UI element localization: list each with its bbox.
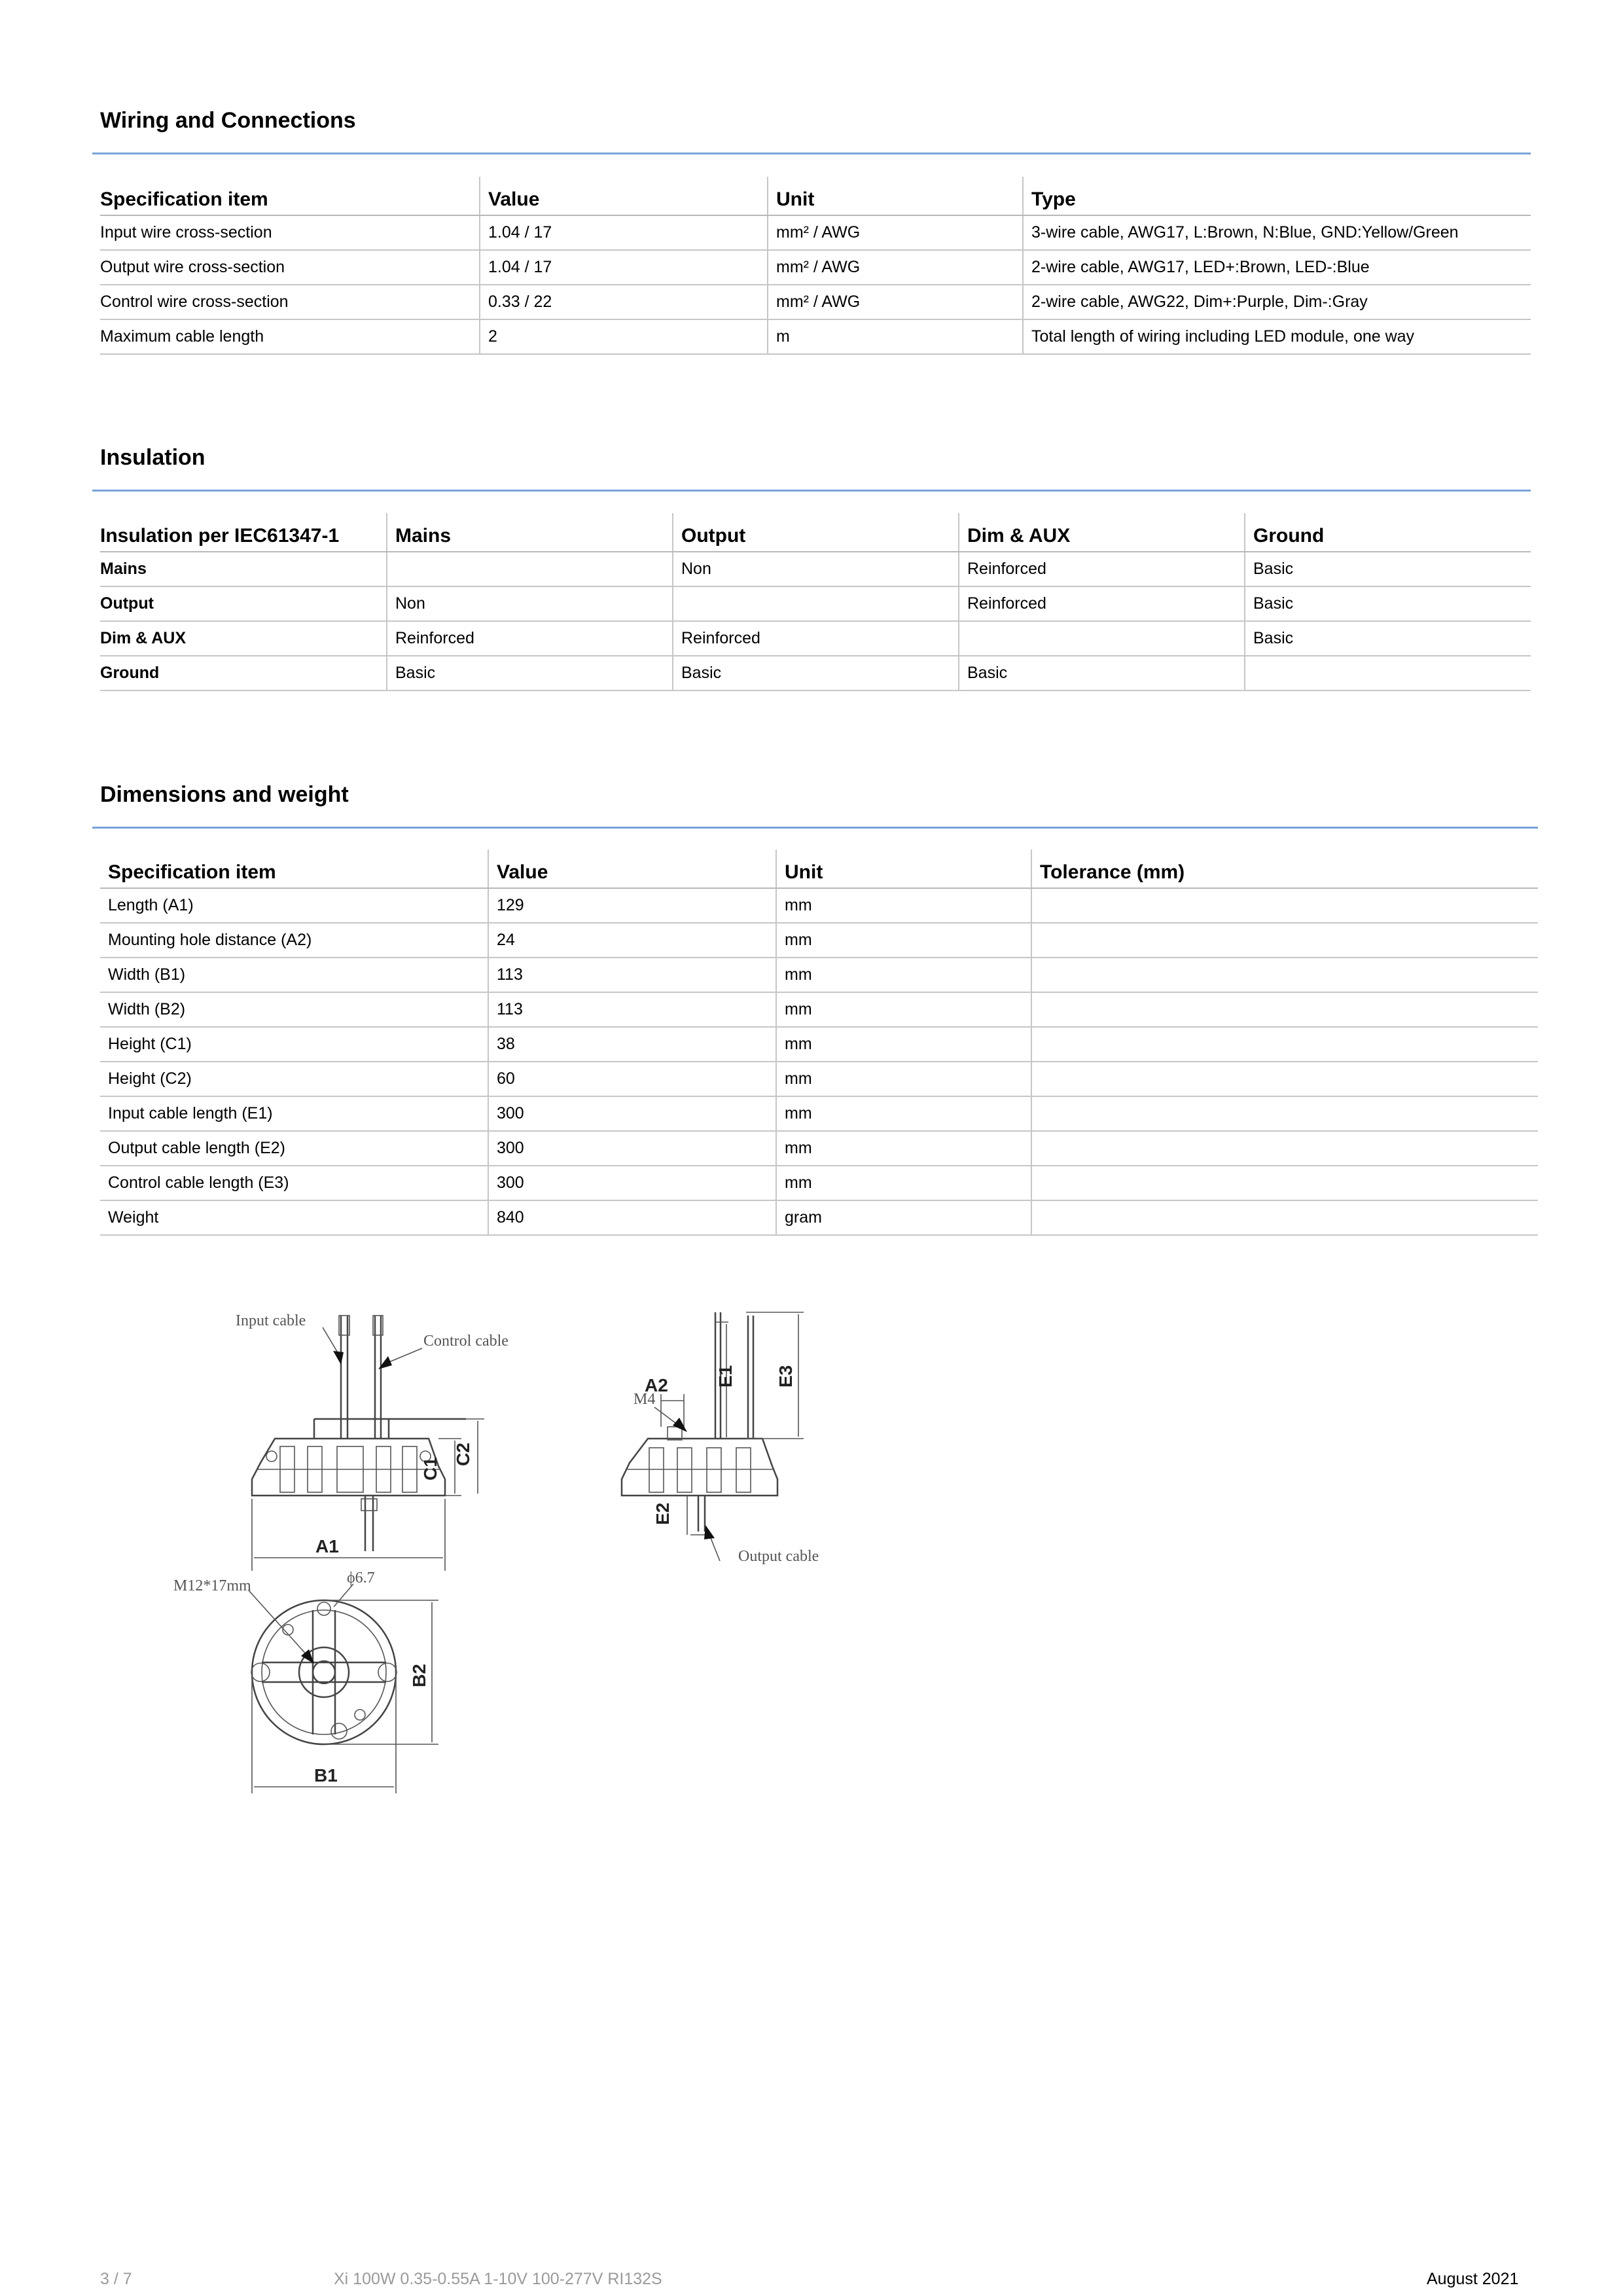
- table-cell: mm: [776, 1062, 1031, 1096]
- wiring-section-title: Wiring and Connections: [100, 108, 356, 133]
- table-cell: Output wire cross-section: [100, 250, 480, 285]
- table-cell: mm: [776, 1027, 1031, 1062]
- a1-dimension-label: A1: [315, 1536, 339, 1556]
- table-cell: 1.04 / 17: [480, 250, 768, 285]
- table-cell: Non: [673, 552, 959, 586]
- table-row: [100, 1166, 1538, 1200]
- table-cell: 300: [488, 1096, 776, 1131]
- row-header: Ground: [100, 656, 387, 691]
- insulation-section-rule: [92, 490, 1531, 492]
- row-header: Output: [100, 586, 387, 621]
- dimensions-section-rule: [92, 827, 1538, 829]
- table-row: [100, 888, 1538, 923]
- table-cell: [387, 552, 673, 586]
- table-row: [100, 1200, 1538, 1235]
- page-number: 3 / 7: [100, 2270, 132, 2288]
- table-cell: 38: [488, 1027, 776, 1062]
- table-cell: Output cable length (E2): [100, 1131, 488, 1166]
- wiring-section-rule: [92, 152, 1531, 154]
- table-cell: 60: [488, 1062, 776, 1096]
- b2-dimension-label: B2: [409, 1664, 429, 1687]
- table-cell: 0.33 / 22: [480, 285, 768, 319]
- control-cable-callout: Control cable: [423, 1333, 508, 1350]
- table-row: [100, 621, 1531, 656]
- table-cell: Control cable length (E3): [100, 1166, 488, 1200]
- table-cell: Basic: [1245, 621, 1531, 656]
- table-row: [100, 1096, 1538, 1131]
- column-header: Type: [1023, 177, 1531, 215]
- front-view-drawing: [622, 1312, 804, 1561]
- table-row: [100, 285, 1531, 319]
- table-cell: 840: [488, 1200, 776, 1235]
- table-cell: mm: [776, 958, 1031, 992]
- table-row: [100, 586, 1531, 621]
- product-name: Xi 100W 0.35-0.55A 1-10V 100-277V RI132S: [334, 2270, 662, 2288]
- table-cell: 3-wire cable, AWG17, L:Brown, N:Blue, GND:Yellow/Green: [1023, 215, 1531, 250]
- table-cell: Reinforced: [387, 621, 673, 656]
- e1-dimension-label: E1: [715, 1365, 736, 1388]
- table-cell: mm² / AWG: [768, 250, 1023, 285]
- table-row: [100, 215, 1531, 250]
- column-header: Unit: [768, 177, 1023, 215]
- e2-dimension-label: E2: [652, 1502, 673, 1525]
- dimension-drawing: [0, 1296, 916, 1820]
- column-header: Insulation per IEC61347-1: [100, 513, 387, 552]
- m4-callout: M4: [633, 1391, 656, 1408]
- row-header: Mains: [100, 552, 387, 586]
- table-cell: Weight: [100, 1200, 488, 1235]
- b1-dimension-label: B1: [314, 1765, 338, 1785]
- table-row: [100, 319, 1531, 354]
- column-header: Ground: [1245, 513, 1531, 552]
- table-cell: m: [768, 319, 1023, 354]
- table-cell: mm² / AWG: [768, 215, 1023, 250]
- side-view-drawing: [252, 1316, 484, 1571]
- table-cell: Basic: [387, 656, 673, 691]
- table-cell: Basic: [673, 656, 959, 691]
- table-cell: Basic: [1245, 586, 1531, 621]
- c2-dimension-label: C2: [453, 1443, 473, 1466]
- table-header-row: [100, 850, 1538, 888]
- column-header: Specification item: [100, 177, 480, 215]
- column-header: Unit: [776, 850, 1031, 888]
- table-cell: Non: [387, 586, 673, 621]
- row-header: Dim & AUX: [100, 621, 387, 656]
- table-cell: Width (B2): [100, 992, 488, 1027]
- table-cell: mm² / AWG: [768, 285, 1023, 319]
- table-cell: [1031, 1027, 1538, 1062]
- output-cable-callout: Output cable: [738, 1548, 819, 1565]
- table-cell: [1031, 923, 1538, 958]
- table-cell: Input cable length (E1): [100, 1096, 488, 1131]
- table-cell: mm: [776, 1096, 1031, 1131]
- table-cell: Basic: [959, 656, 1245, 691]
- table-cell: 1.04 / 17: [480, 215, 768, 250]
- input-cable-callout: Input cable: [236, 1312, 306, 1329]
- table-cell: [1031, 1096, 1538, 1131]
- table-cell: 113: [488, 992, 776, 1027]
- column-header: Value: [488, 850, 776, 888]
- table-cell: [959, 621, 1245, 656]
- table-cell: mm: [776, 992, 1031, 1027]
- table-cell: mm: [776, 1131, 1031, 1166]
- table-cell: [1031, 958, 1538, 992]
- table-cell: [1031, 1200, 1538, 1235]
- table-cell: [1245, 656, 1531, 691]
- table-row: [100, 958, 1538, 992]
- table-cell: [1031, 1062, 1538, 1096]
- dimensions-section-title: Dimensions and weight: [100, 782, 349, 807]
- table-cell: mm: [776, 1166, 1031, 1200]
- table-row: [100, 1062, 1538, 1096]
- table-cell: [1031, 992, 1538, 1027]
- table-cell: Width (B1): [100, 958, 488, 992]
- table-cell: 2-wire cable, AWG17, LED+:Brown, LED-:Blue: [1023, 250, 1531, 285]
- column-header: Specification item: [100, 850, 488, 888]
- table-cell: mm: [776, 888, 1031, 923]
- table-header-row: [100, 513, 1531, 552]
- table-header-row: [100, 177, 1531, 215]
- wiring-table: [100, 177, 1531, 355]
- table-cell: mm: [776, 923, 1031, 958]
- table-cell: [1031, 888, 1538, 923]
- table-cell: 2: [480, 319, 768, 354]
- table-cell: 2-wire cable, AWG22, Dim+:Purple, Dim-:Gray: [1023, 285, 1531, 319]
- column-header: Output: [673, 513, 959, 552]
- table-cell: 129: [488, 888, 776, 923]
- phi-callout: ϕ6.7: [347, 1570, 375, 1587]
- table-cell: gram: [776, 1200, 1031, 1235]
- table-row: [100, 552, 1531, 586]
- table-cell: 113: [488, 958, 776, 992]
- table-cell: [1031, 1166, 1538, 1200]
- table-cell: [1031, 1131, 1538, 1166]
- table-row: [100, 1131, 1538, 1166]
- column-header: Tolerance (mm): [1031, 850, 1538, 888]
- dimensions-table: [100, 850, 1538, 1236]
- table-cell: Maximum cable length: [100, 319, 480, 354]
- c1-dimension-label: C1: [420, 1457, 440, 1480]
- column-header: Dim & AUX: [959, 513, 1245, 552]
- m12-callout: M12*17mm: [173, 1577, 251, 1594]
- table-cell: Input wire cross-section: [100, 215, 480, 250]
- table-row: [100, 992, 1538, 1027]
- table-cell: Mounting hole distance (A2): [100, 923, 488, 958]
- column-header: Mains: [387, 513, 673, 552]
- table-cell: Control wire cross-section: [100, 285, 480, 319]
- bottom-view-drawing: [249, 1584, 438, 1793]
- table-cell: Height (C1): [100, 1027, 488, 1062]
- table-cell: Total length of wiring including LED module, one way: [1023, 319, 1531, 354]
- table-cell: Height (C2): [100, 1062, 488, 1096]
- e3-dimension-label: E3: [776, 1365, 796, 1388]
- a2-dimension-label: A2: [645, 1375, 668, 1395]
- table-cell: 300: [488, 1166, 776, 1200]
- table-cell: 24: [488, 923, 776, 958]
- table-cell: Reinforced: [673, 621, 959, 656]
- table-row: [100, 1027, 1538, 1062]
- table-cell: 300: [488, 1131, 776, 1166]
- insulation-table: [100, 513, 1531, 691]
- table-cell: Basic: [1245, 552, 1531, 586]
- column-header: Value: [480, 177, 768, 215]
- table-cell: Length (A1): [100, 888, 488, 923]
- table-cell: Reinforced: [959, 586, 1245, 621]
- document-date: August 2021: [1427, 2270, 1519, 2288]
- table-cell: [673, 586, 959, 621]
- insulation-section-title: Insulation: [100, 445, 205, 470]
- table-cell: Reinforced: [959, 552, 1245, 586]
- table-row: [100, 250, 1531, 285]
- table-row: [100, 656, 1531, 691]
- table-row: [100, 923, 1538, 958]
